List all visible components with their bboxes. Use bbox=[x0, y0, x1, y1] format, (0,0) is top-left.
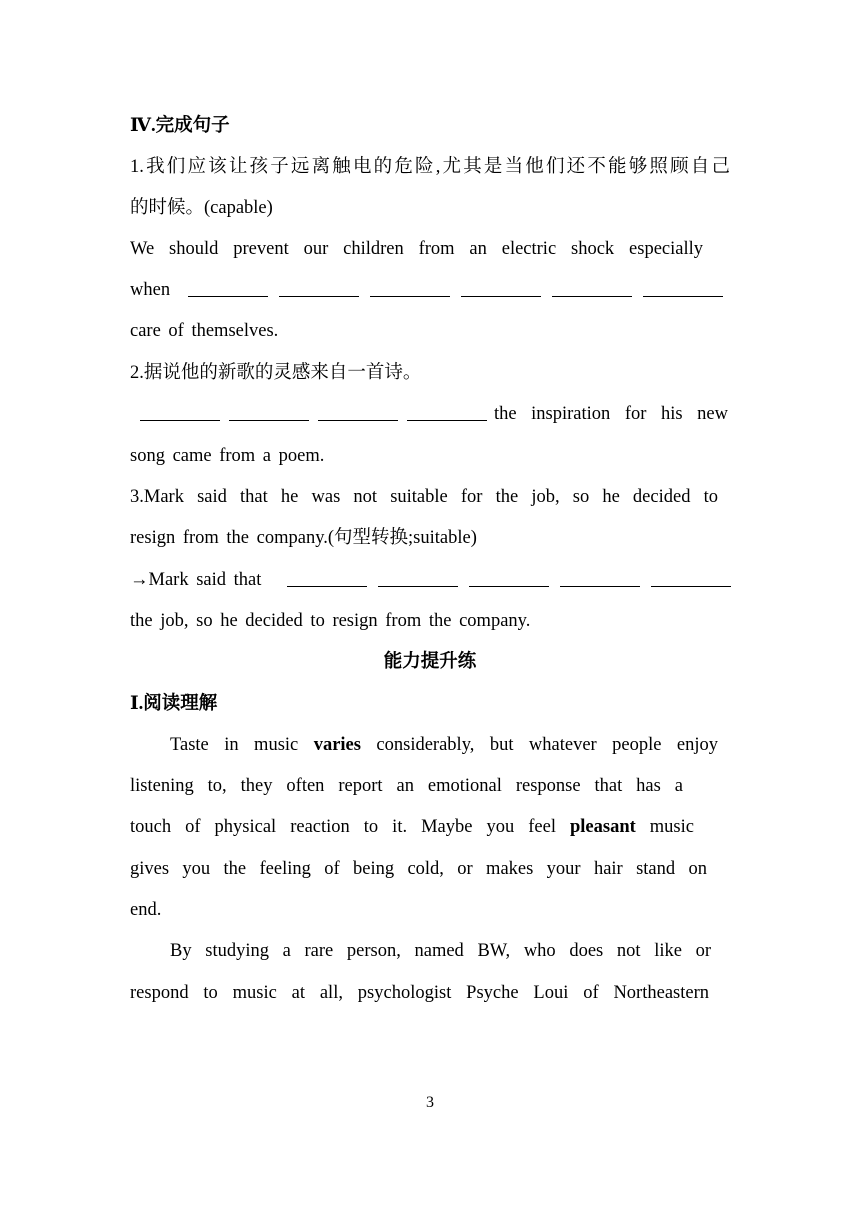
blank[interactable] bbox=[407, 419, 487, 421]
bold-word: pleasant bbox=[569, 817, 636, 837]
text-run: touch of physical reaction to it. Maybe you feel bbox=[130, 817, 556, 837]
bold-word: varies bbox=[313, 735, 361, 755]
blank[interactable] bbox=[188, 295, 268, 297]
q2-answer-blanks bbox=[140, 402, 487, 426]
blank[interactable] bbox=[370, 295, 450, 297]
paragraph2-line2: respond to music at all, psychologist Psyche Loui of Northeastern bbox=[130, 983, 709, 1003]
text-run: considerably, but whatever people enjoy bbox=[376, 735, 719, 755]
section-title: Ⅳ.完成句子 bbox=[130, 116, 230, 136]
blank[interactable] bbox=[318, 419, 398, 421]
paragraph1-line3 bbox=[130, 815, 694, 839]
q1-english-line3: care of themselves. bbox=[130, 321, 279, 341]
page-number: 3 bbox=[426, 1094, 434, 1111]
blank[interactable] bbox=[651, 585, 731, 587]
q2-english-suffix: the inspiration for his new bbox=[494, 404, 728, 424]
blank[interactable] bbox=[552, 295, 632, 297]
paragraph1-line5: end. bbox=[130, 900, 162, 920]
q1-answer-blanks bbox=[188, 278, 723, 302]
paragraph1-line2: listening to, they often report an emotional response that has a bbox=[130, 776, 683, 796]
blank[interactable] bbox=[469, 585, 549, 587]
q3-prefix: →Mark said that bbox=[130, 570, 262, 590]
q1-chinese-line2: 的时候。(capable) bbox=[130, 198, 273, 218]
q1-english-line1: We should prevent our children from an electric shock especially bbox=[130, 239, 703, 259]
blank[interactable] bbox=[560, 585, 640, 587]
text-run: music bbox=[649, 817, 694, 837]
q1-english-prefix: when bbox=[130, 280, 171, 300]
q3-line1: 3.Mark said that he was not suitable for the job, so he decided to bbox=[130, 487, 718, 507]
blank[interactable] bbox=[461, 295, 541, 297]
section-heading: 能力提升练 bbox=[383, 652, 477, 672]
q3-line4: the job, so he decided to resign from the company. bbox=[130, 611, 531, 631]
blank[interactable] bbox=[287, 585, 367, 587]
q1-chinese-line1: 1.我们应该让孩子远离触电的危险,尤其是当他们还不能够照顾自己 bbox=[130, 157, 730, 177]
paragraph1-line1 bbox=[170, 733, 718, 757]
paragraph1-line4: gives you the feeling of being cold, or makes your hair stand on bbox=[130, 859, 707, 879]
paragraph2-line1: By studying a rare person, named BW, who does not like or bbox=[170, 941, 711, 961]
blank[interactable] bbox=[643, 295, 723, 297]
blank[interactable] bbox=[140, 419, 220, 421]
text-run: Taste in music bbox=[170, 735, 299, 755]
reading-title: Ⅰ.阅读理解 bbox=[130, 694, 218, 714]
blank[interactable] bbox=[229, 419, 309, 421]
q3-answer-blanks bbox=[287, 568, 731, 592]
q2-english-line2: song came from a poem. bbox=[130, 446, 325, 466]
blank[interactable] bbox=[279, 295, 359, 297]
q2-chinese: 2.据说他的新歌的灵感来自一首诗。 bbox=[130, 363, 422, 383]
q3-line2: resign from the company.(句型转换;suitable) bbox=[130, 528, 477, 548]
blank[interactable] bbox=[378, 585, 458, 587]
